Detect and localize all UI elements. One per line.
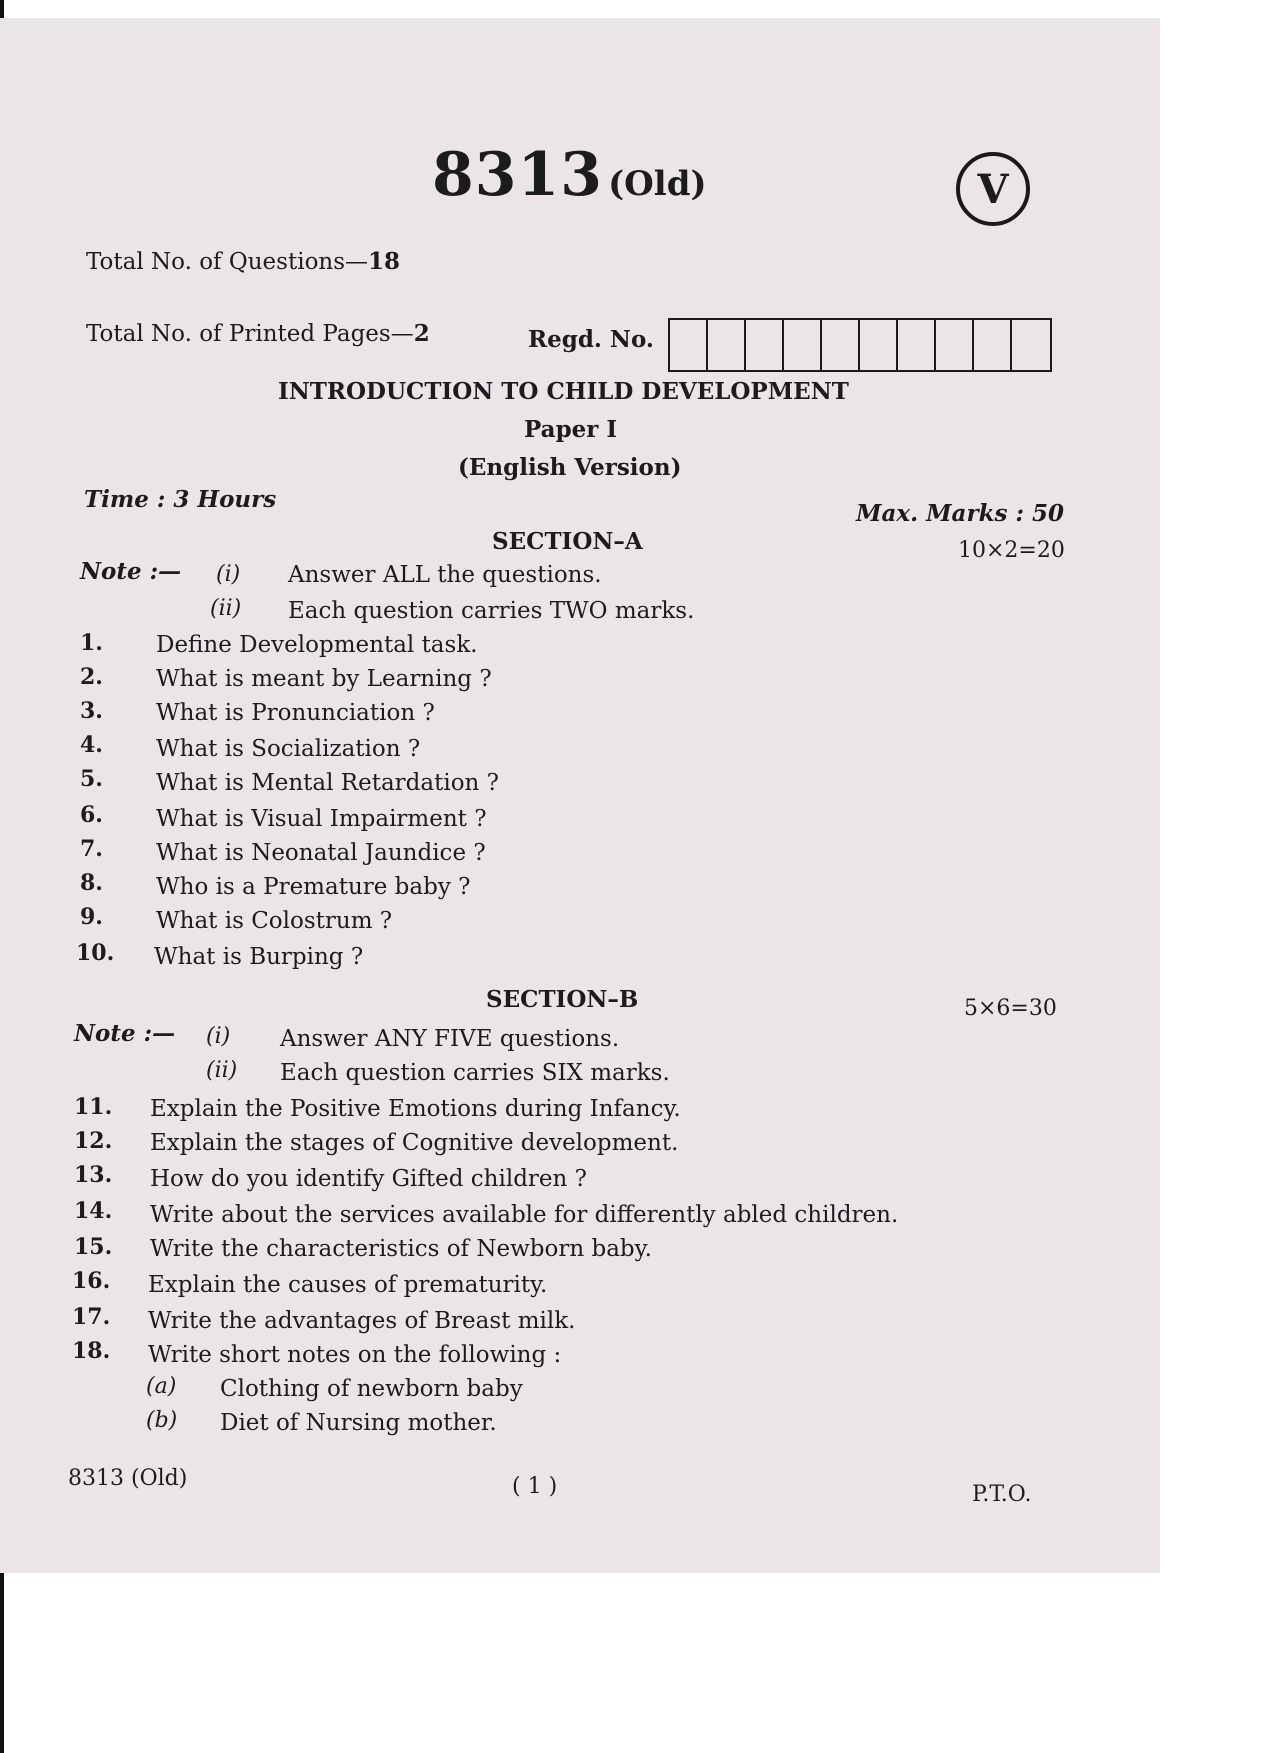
regd-digit-box[interactable] [708,320,746,370]
section-a-note-num: (i) [216,562,241,587]
subpart-label: (b) [146,1408,178,1433]
version-label: (English Version) [458,454,682,481]
section-a-note-text: Each question carries TWO marks. [288,598,695,624]
question-number: 14. [74,1198,113,1224]
question-text: Explain the stages of Cognitive development. [150,1130,679,1156]
paper-code [432,140,707,210]
question-number: 2. [80,664,103,690]
regd-digit-box[interactable] [1012,320,1050,370]
regd-digit-box[interactable] [784,320,822,370]
question-number: 6. [80,802,103,828]
section-b-marks: 5×6=30 [964,996,1057,1021]
subpart-text: Diet of Nursing mother. [220,1410,497,1436]
section-a-title: SECTION–A [492,528,643,555]
section-b-note-num: (i) [206,1024,231,1049]
question-text: What is Socialization ? [156,736,421,762]
question-text: Explain the Positive Emotions during Infancy. [150,1096,681,1122]
question-number: 1. [80,630,103,656]
version-mark: V [956,152,1030,226]
regd-label: Regd. No. [528,326,654,353]
question-number: 5. [80,766,103,792]
question-number: 8. [80,870,103,896]
paper-number: Paper I [524,416,618,443]
regd-digit-box[interactable] [974,320,1012,370]
question-number: 15. [74,1234,113,1260]
total-questions: Total No. of Questions—18 [86,248,401,275]
regd-number-boxes [668,318,1052,372]
question-number: 11. [74,1094,113,1120]
question-text: What is Burping ? [154,944,364,970]
question-number: 4. [80,732,103,758]
question-text: Explain the causes of prematurity. [148,1272,548,1298]
question-text: What is Visual Impairment ? [156,806,487,832]
question-text: Write short notes on the following : [148,1342,562,1368]
regd-digit-box[interactable] [898,320,936,370]
subpart-text: Clothing of newborn baby [220,1376,523,1402]
question-text: Who is a Premature baby ? [156,874,471,900]
subpart-label: (a) [146,1374,177,1399]
section-a-note-text: Answer ALL the questions. [288,562,602,588]
question-text: Write the characteristics of Newborn baby. [150,1236,652,1262]
regd-digit-box[interactable] [860,320,898,370]
question-text: What is meant by Learning ? [156,666,492,692]
regd-digit-box[interactable] [746,320,784,370]
question-text: Write about the services available for differently abled children. [150,1202,899,1228]
section-b-title: SECTION–B [486,986,639,1013]
subject-title: INTRODUCTION TO CHILD DEVELOPMENT [278,378,849,405]
section-a-note-label: Note :— [80,558,182,585]
pto-label: P.T.O. [972,1482,1032,1507]
question-text: Write the advantages of Breast milk. [148,1308,576,1334]
regd-digit-box[interactable] [822,320,860,370]
question-text: How do you identify Gifted children ? [150,1166,587,1192]
question-number: 12. [74,1128,113,1154]
question-number: 13. [74,1162,113,1188]
section-a-marks: 10×2=20 [958,538,1065,563]
section-b-note-text: Answer ANY FIVE questions. [280,1026,620,1052]
question-number: 9. [80,904,103,930]
question-text: What is Neonatal Jaundice ? [156,840,486,866]
question-number: 10. [76,940,115,966]
section-b-note-num: (ii) [206,1058,238,1083]
question-number: 7. [80,836,103,862]
paper-code-number: 8313 [432,140,603,210]
page-number: ( 1 ) [512,1474,558,1499]
question-number: 18. [72,1338,111,1364]
question-number: 16. [72,1268,111,1294]
max-marks: Max. Marks : 50 [856,500,1064,527]
section-b-note-text: Each question carries SIX marks. [280,1060,670,1086]
time-allowed: Time : 3 Hours [84,486,277,513]
question-text: What is Pronunciation ? [156,700,435,726]
section-b-note-label: Note :— [74,1020,176,1047]
question-number: 17. [72,1304,111,1330]
paper-code-suffix: (Old) [608,164,707,204]
question-text: What is Mental Retardation ? [156,770,500,796]
regd-digit-box[interactable] [936,320,974,370]
total-printed-pages: Total No. of Printed Pages—2 [86,320,430,347]
question-number: 3. [80,698,103,724]
section-a-note-num: (ii) [210,596,242,621]
question-text: What is Colostrum ? [156,908,393,934]
footer-code: 8313 (Old) [68,1466,188,1491]
regd-digit-box[interactable] [670,320,708,370]
question-text: Define Developmental task. [156,632,478,658]
